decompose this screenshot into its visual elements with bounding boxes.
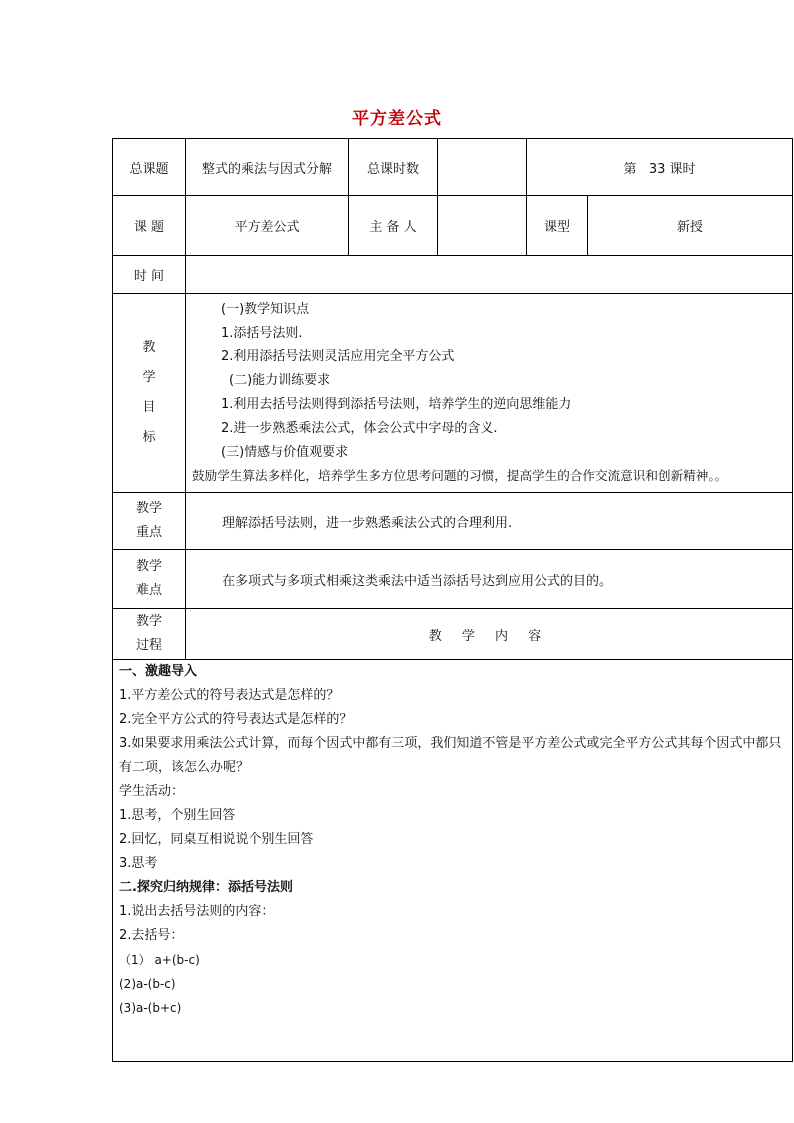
content-line: 1.平方差公式的符号表达式是怎样的？: [119, 688, 340, 703]
goal-line: (三)情感与价值观要求: [221, 445, 349, 460]
label-total-hours: 总课时数: [349, 139, 438, 196]
lesson-plan-table: [112, 138, 793, 1062]
label-line: 重点: [135, 525, 162, 540]
label-line: 教学: [135, 614, 162, 629]
row-difficulty: [113, 550, 793, 609]
label-line: 教学: [135, 501, 162, 516]
label-total-topic: 总课题: [113, 139, 186, 196]
lesson-number: 第 33 课时: [527, 139, 793, 196]
label-line: 过程: [135, 638, 162, 653]
label-topic: 课 题: [113, 196, 186, 256]
row-goals: [113, 294, 793, 493]
process-header: 教 学 内 容: [186, 609, 793, 660]
row-content: [113, 660, 793, 1062]
content-line: 2.完全平方公式的符号表达式是怎样的？: [119, 712, 353, 727]
label-goals-char: 目: [142, 400, 156, 415]
row-total-topic: [113, 139, 793, 196]
label-line: 教学: [135, 559, 162, 574]
goal-line: (二)能力训练要求: [229, 373, 331, 388]
content-line: 3.思考: [119, 856, 158, 871]
goal-line: (一)教学知识点: [221, 302, 310, 317]
goal-line: 1.利用去括号法则得到添括号法则，培养学生的逆向思维能力: [221, 397, 572, 412]
expression-line: (2)a-(b-c): [119, 977, 176, 991]
label-process: [113, 609, 186, 660]
label-difficulty: [113, 550, 186, 609]
label-line: 难点: [135, 583, 162, 598]
label-goals: [113, 294, 186, 493]
label-key-point: [113, 493, 186, 550]
row-process: [113, 609, 793, 660]
goal-line: 2.利用添括号法则灵活应用完全平方公式: [221, 349, 455, 364]
label-goals-char: 标: [142, 430, 156, 445]
label-preparer: 主 备 人: [349, 196, 438, 256]
content-line: 学生活动：: [119, 784, 185, 799]
label-goals-char: 教: [142, 340, 156, 355]
content-line: 2.去括号：: [119, 928, 184, 943]
section-heading: 一、激趣导入: [119, 664, 198, 679]
time-value: [186, 256, 793, 294]
content-line: 1.说出去括号法则的内容：: [119, 904, 275, 919]
content-line: 2.回忆，同桌互相说说个别生回答: [119, 832, 314, 847]
expression-line: (3)a-(b+c): [119, 1001, 182, 1015]
label-time: 时 间: [113, 256, 186, 294]
row-time: [113, 256, 793, 294]
label-goals-char: 学: [142, 370, 156, 385]
expression-line: （1） a+(b-c): [119, 953, 200, 967]
content-line: 3.如果要求用乘法公式计算，而每个因式中都有三项，我们知道不管是平方差公式或完全平方公式其每个因式中都只有二项，该怎么办呢？: [119, 736, 782, 775]
goal-line: 1.添括号法则.: [221, 326, 303, 341]
teaching-content: [113, 660, 793, 1062]
total-topic-value: 整式的乘法与因式分解: [186, 139, 349, 196]
difficulty-text: 在多项式与多项式相乘这类乘法中适当添括号达到应用公式的目的。: [186, 550, 793, 609]
preparer-value: [438, 196, 527, 256]
goal-line: 2.进一步熟悉乘法公式，体会公式中字母的含义.: [221, 421, 498, 436]
total-hours-value: [438, 139, 527, 196]
topic-value: 平方差公式: [186, 196, 349, 256]
label-lesson-type: 课型: [527, 196, 588, 256]
row-key-point: [113, 493, 793, 550]
key-point-text: 理解添括号法则，进一步熟悉乘法公式的合理利用.: [186, 493, 793, 550]
goals-content: [186, 294, 793, 493]
goal-line: 鼓励学生算法多样化，培养学生多方位思考问题的习惯，提高学生的合作交流意识和创新精神。。: [192, 468, 728, 483]
row-topic: [113, 196, 793, 256]
lesson-type-value: 新授: [588, 196, 793, 256]
content-line: 1.思考，个别生回答: [119, 808, 236, 823]
page-title: 平方差公式: [352, 109, 442, 129]
section-heading: 二.探究归纳规律：添括号法则: [119, 880, 293, 895]
